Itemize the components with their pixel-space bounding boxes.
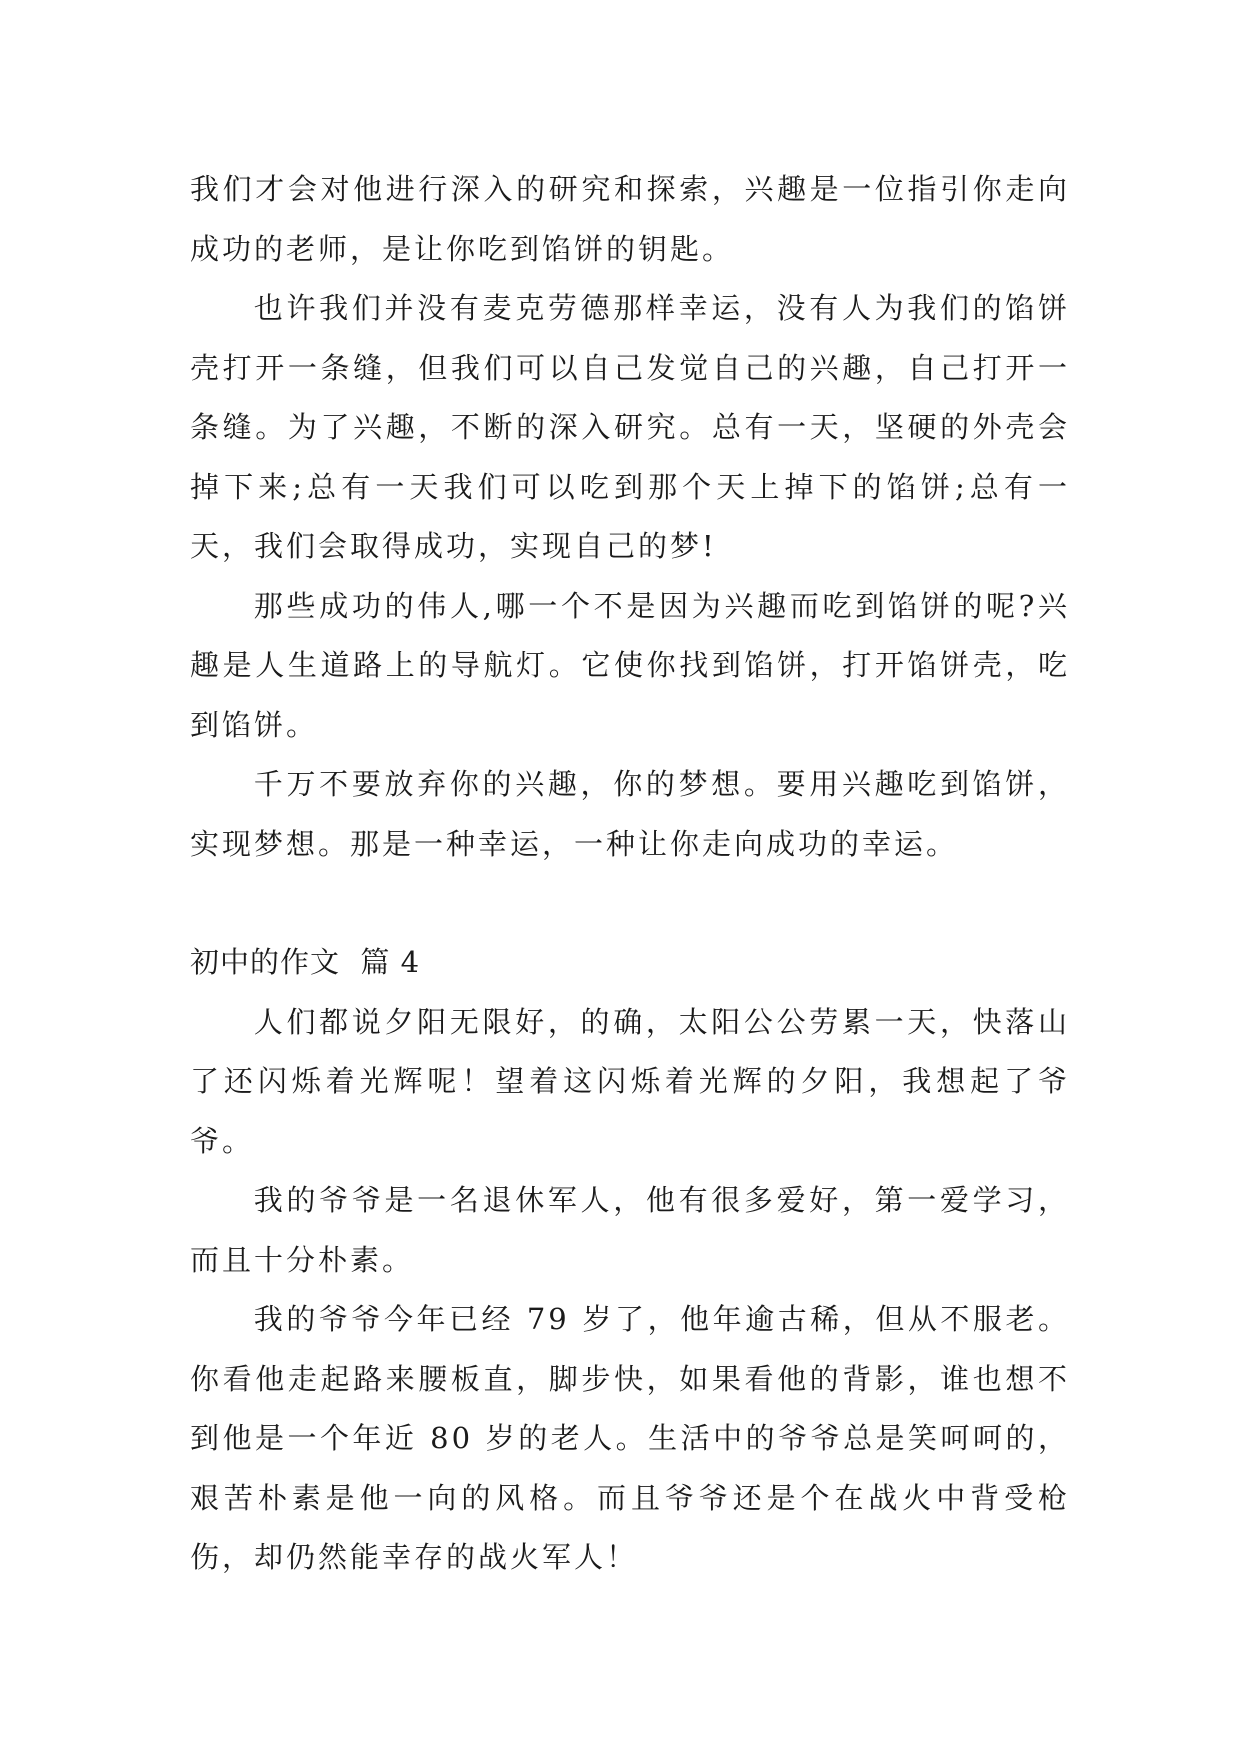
document-body (190, 160, 1070, 1588)
paragraph: 人们都说夕阳无限好，的确，太阳公公劳累一天，快落山了还闪烁着光辉呢！望着这闪烁着光辉的夕阳，我想起了爷爷。 (190, 1004, 1070, 1158)
paragraph: 我的爷爷是一名退休军人，他有很多爱好，第一爱学习，而且十分朴素。 (190, 1183, 1070, 1277)
section-spacer (190, 874, 1070, 933)
section-title: 初中的作文 篇 4 (190, 945, 421, 979)
paragraph: 我的爷爷今年已经 79 岁了，他年逾古稀，但从不服老。你看他走起路来腰板直，脚步快，如果看他的背影，谁也想不到他是一个年近 80 岁的老人。生活中的爷爷总是笑呵呵的，艰苦朴素是他一向的风格。而且爷爷还是个在战火中背受枪伤，却仍然能幸存的战火军人！ (190, 1302, 1070, 1574)
paragraph-continued: 我们才会对他进行深入的研究和探索，兴趣是一位指引你走向成功的老师，是让你吃到馅饼的钥匙。 (190, 172, 1070, 266)
paragraph: 那些成功的伟人,哪一个不是因为兴趣而吃到馅饼的呢?兴趣是人生道路上的导航灯。它使你找到馅饼，打开馅饼壳，吃到馅饼。 (190, 588, 1070, 742)
paragraph: 千万不要放弃你的兴趣，你的梦想。要用兴趣吃到馅饼，实现梦想。那是一种幸运，一种让你走向成功的幸运。 (190, 767, 1070, 861)
paragraph: 也许我们并没有麦克劳德那样幸运，没有人为我们的馅饼壳打开一条缝，但我们可以自己发觉自己的兴趣，自己打开一条缝。为了兴趣，不断的深入研究。总有一天，坚硬的外壳会掉下来;总有一天我们可以吃到那个天上掉下的馅饼;总有一天，我们会取得成功，实现自己的梦! (190, 291, 1070, 563)
